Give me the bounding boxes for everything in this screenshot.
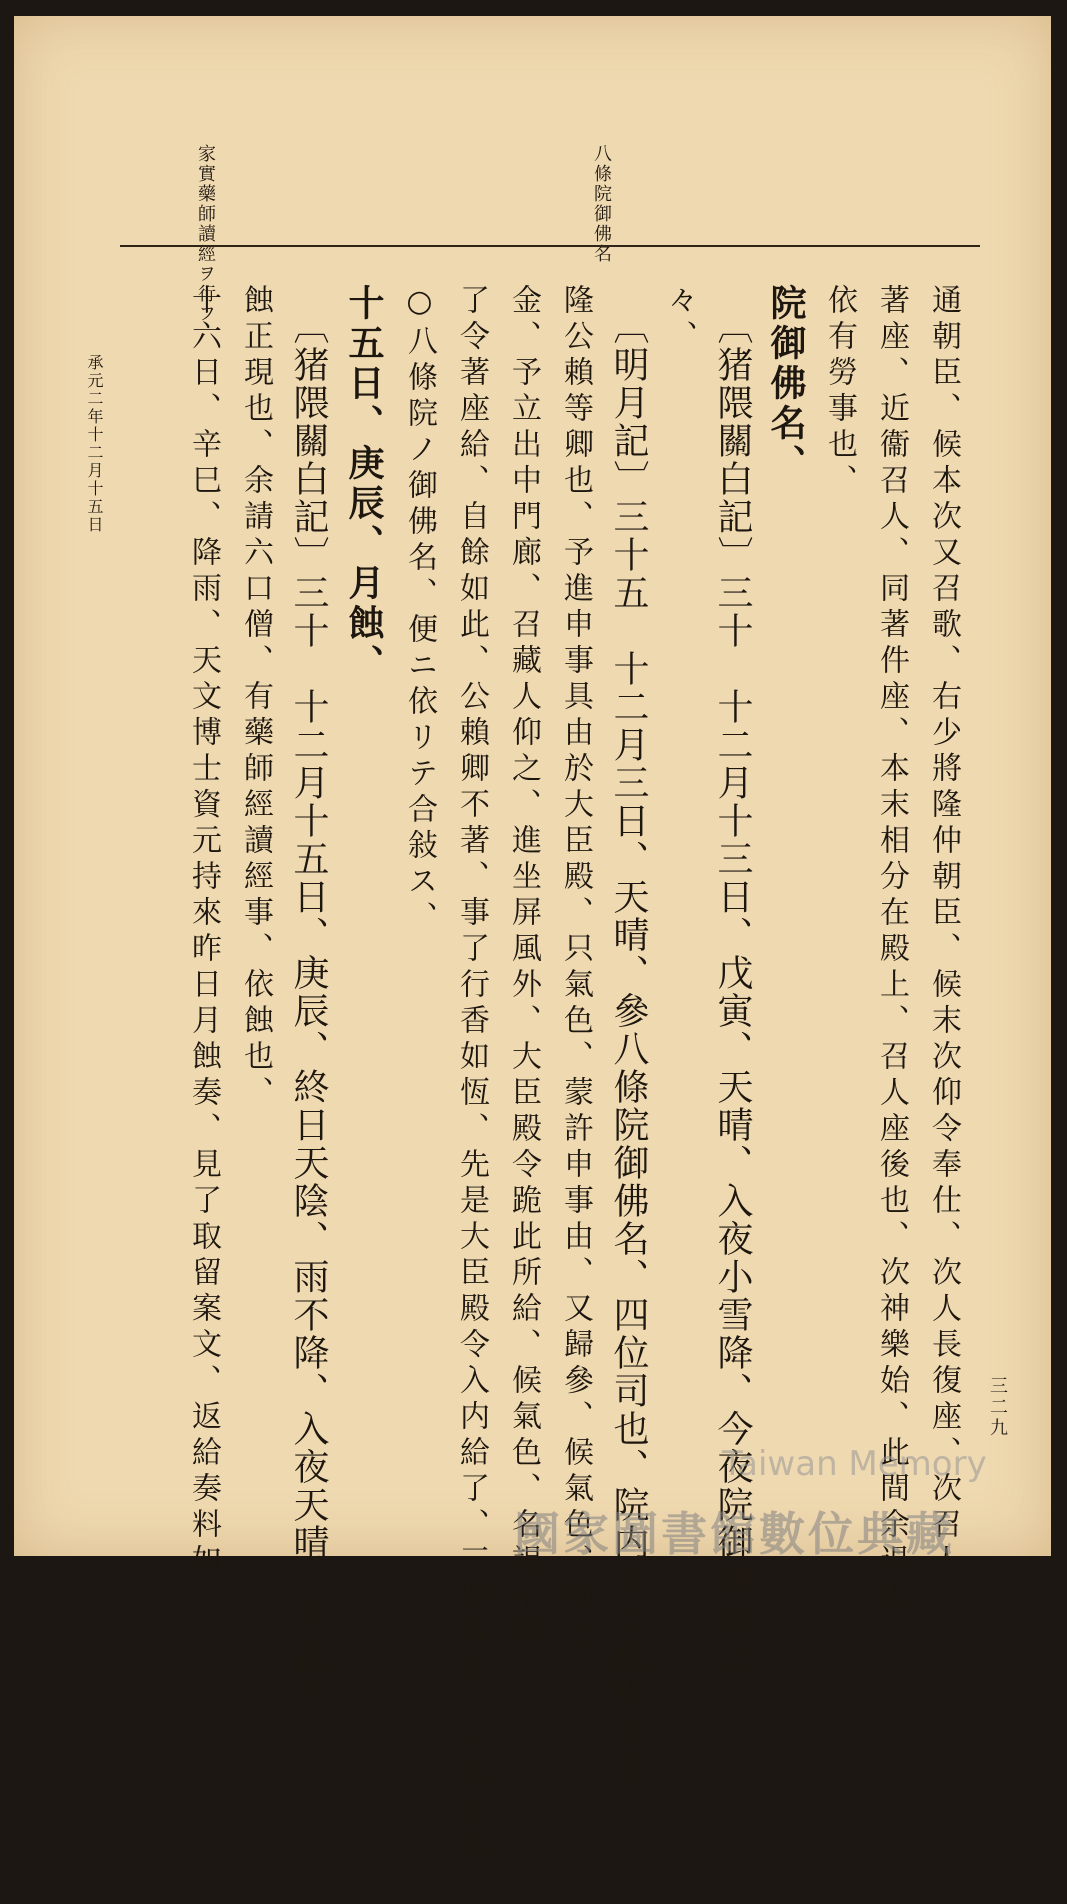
header-note-right: 八條院御佛名: [591, 144, 612, 264]
header-rule: [120, 245, 980, 247]
date-heading: 十五日、庚辰、月蝕、: [343, 284, 385, 684]
text-column-10: 了令著座給、自餘如此、公賴卿不著、事了行香如恆、先是大臣殿令入内給了、三卿取祿、予問名謁、: [454, 284, 489, 1904]
text-column-15: 十六日、辛巳、降雨、天文博士資元持來昨日月蝕奏、見了取留案文、返給奏料如: [186, 284, 221, 1580]
text-column-11: ○八條院ノ御佛名、便ニ依リテ合敍ス、: [402, 284, 437, 937]
document-page: [14, 16, 1051, 1904]
text-column-14: 蝕正現也、余請六口僧、有藥師經讀經事、依蝕也、: [238, 284, 273, 1112]
header-note-left: 家實藥師讀經ヲ行フ: [195, 144, 216, 324]
text-column-7: 〔明月記〕三十五 十二月三日、天晴、參八條院御佛名、四位司也、院内大臣殿別當雅: [608, 308, 649, 1790]
text-column-9: 金、予立出中門廊、召藏人仰之、進坐屏風外、大臣殿令跪此所給、候氣色、名謁不開、: [506, 284, 541, 1688]
text-column-3: 依有勞事也、: [822, 284, 857, 500]
footer-date: 承元二年十二月十五日: [85, 354, 104, 534]
text-column-1: 通朝臣、候本次又召歌、右少將隆仲朝臣、候末次仰令奉仕、次人長復座、次召人: [926, 284, 961, 1580]
watermark-org: 國家圖書館數位典藏: [514, 1507, 955, 1561]
text-column-13: 〔猪隈關白記〕三十 十二月十五日、庚辰、終日天陰、雨不降、入夜天晴、今夜月: [288, 308, 329, 1714]
entry-heading: 院御佛名、: [765, 284, 807, 484]
page-number: 三二九: [987, 1376, 1008, 1439]
text-column-6: 々、: [662, 284, 697, 356]
text-column-8: 隆公賴等卿也、予進申事具由於大臣殿、只氣色、蒙許申事由、又歸參、候氣色、仰云、: [558, 284, 593, 1688]
watermark-english: Taiwan Memory: [722, 1444, 987, 1484]
text-column-5: 〔猪隈關白記〕三十 十二月十三日、戊寅、天晴、入夜小雪降、今夜院御佛名云: [712, 308, 753, 1676]
text-column-2: 著座、近衞召人、同著件座、本末相分在殿上、召人座後也、次神樂始、此間余退出、: [874, 284, 909, 1652]
